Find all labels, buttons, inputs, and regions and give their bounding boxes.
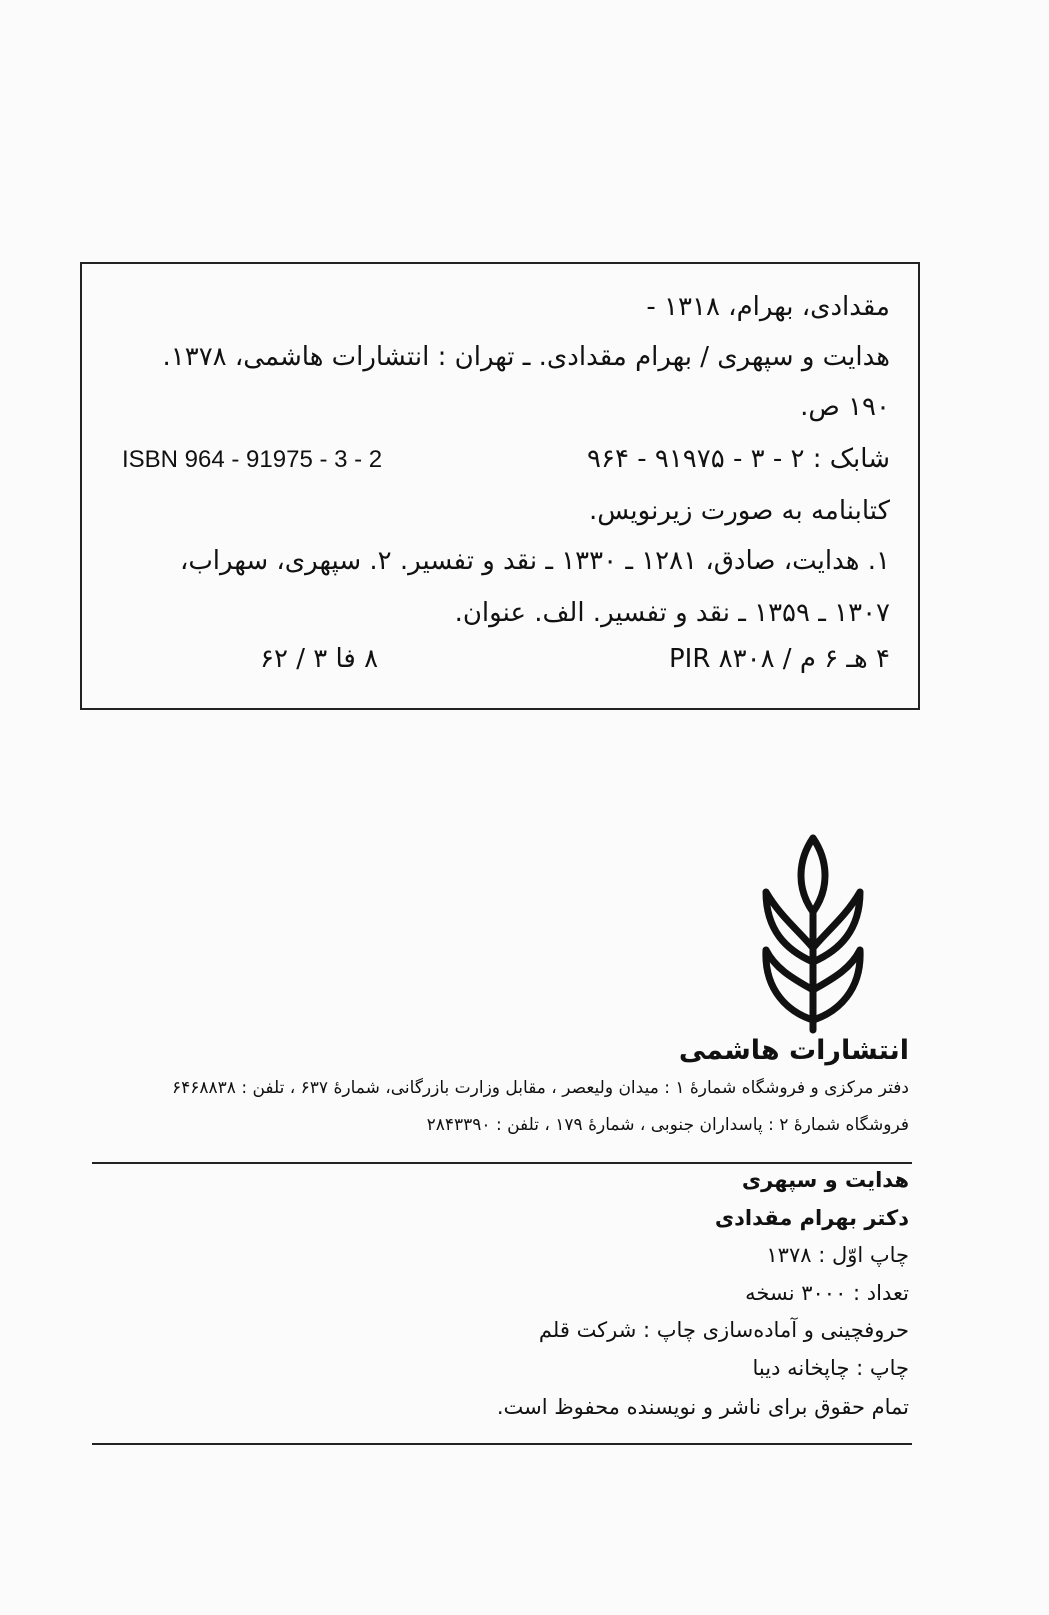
catalog-isbn: ISBN 964 - 91975 - 3 - 2 <box>122 446 383 473</box>
publisher-address-branch: فروشگاه شمارهٔ ۲ : پاسداران جنوبی ، شمارهٔ ۱۷۹ ، تلفن : ۲۸۴۳۳۹۰ <box>426 1115 909 1135</box>
catalog-title: هدایت و سپهری / بهرام مقدادی. ـ تهران : انتشارات هاشمی، ۱۳۷۸. <box>162 342 890 372</box>
publisher-address-main: دفتر مرکزی و فروشگاه شمارهٔ ۱ : میدان ولیعصر ، مقابل وزارت بازرگانی، شمارهٔ ۶۳۷ ، تلفن : ۶۴۶۸۸۳۸ <box>172 1078 909 1098</box>
typesetting-info: حروفچینی و آماده‌سازی چاپ : شرکت قلم <box>538 1318 909 1342</box>
cataloging-in-publication-box <box>80 262 920 710</box>
catalog-shabak: شابک : ۲ - ۳ - ۹۱۹۷۵ - ۹۶۴ <box>587 444 890 474</box>
divider-bottom <box>92 1443 912 1445</box>
edition-info: چاپ اوّل : ۱۳۷۸ <box>766 1243 909 1267</box>
catalog-pages: ۱۹۰ ص. <box>800 392 890 422</box>
book-author: دکتر بهرام مقدادی <box>714 1206 909 1230</box>
catalog-bibliography: کتابنامه به صورت زیرنویس. <box>589 496 890 526</box>
publisher-name: انتشارات هاشمی <box>678 1035 909 1066</box>
catalog-classification-dewey: ۸ فا ۳ / ۶۲ <box>260 644 379 674</box>
catalog-author: مقدادی، بهرام، ۱۳۱۸ - <box>646 292 890 322</box>
catalog-subjects-1: ۱. هدایت، صادق، ۱۲۸۱ ـ ۱۳۳۰ ـ نقد و تفسیر. ۲. سپهری، سهراب، <box>179 546 890 576</box>
catalog-classification-congress: ۴ هـ ۶ م / PIR ۸۳۰۸ <box>669 644 890 674</box>
rights-notice: تمام حقوق برای ناشر و نویسنده محفوظ است. <box>496 1395 909 1419</box>
printing-info: چاپ : چاپخانه دیبا <box>752 1356 909 1380</box>
wheat-sprout-icon <box>758 830 868 1040</box>
book-title: هدایت و سپهری <box>741 1168 909 1192</box>
copies-info: تعداد : ۳۰۰۰ نسخه <box>745 1281 909 1305</box>
divider-top <box>92 1162 912 1164</box>
catalog-subjects-2: ۱۳۰۷ ـ ۱۳۵۹ ـ نقد و تفسیر. الف. عنوان. <box>454 598 890 628</box>
